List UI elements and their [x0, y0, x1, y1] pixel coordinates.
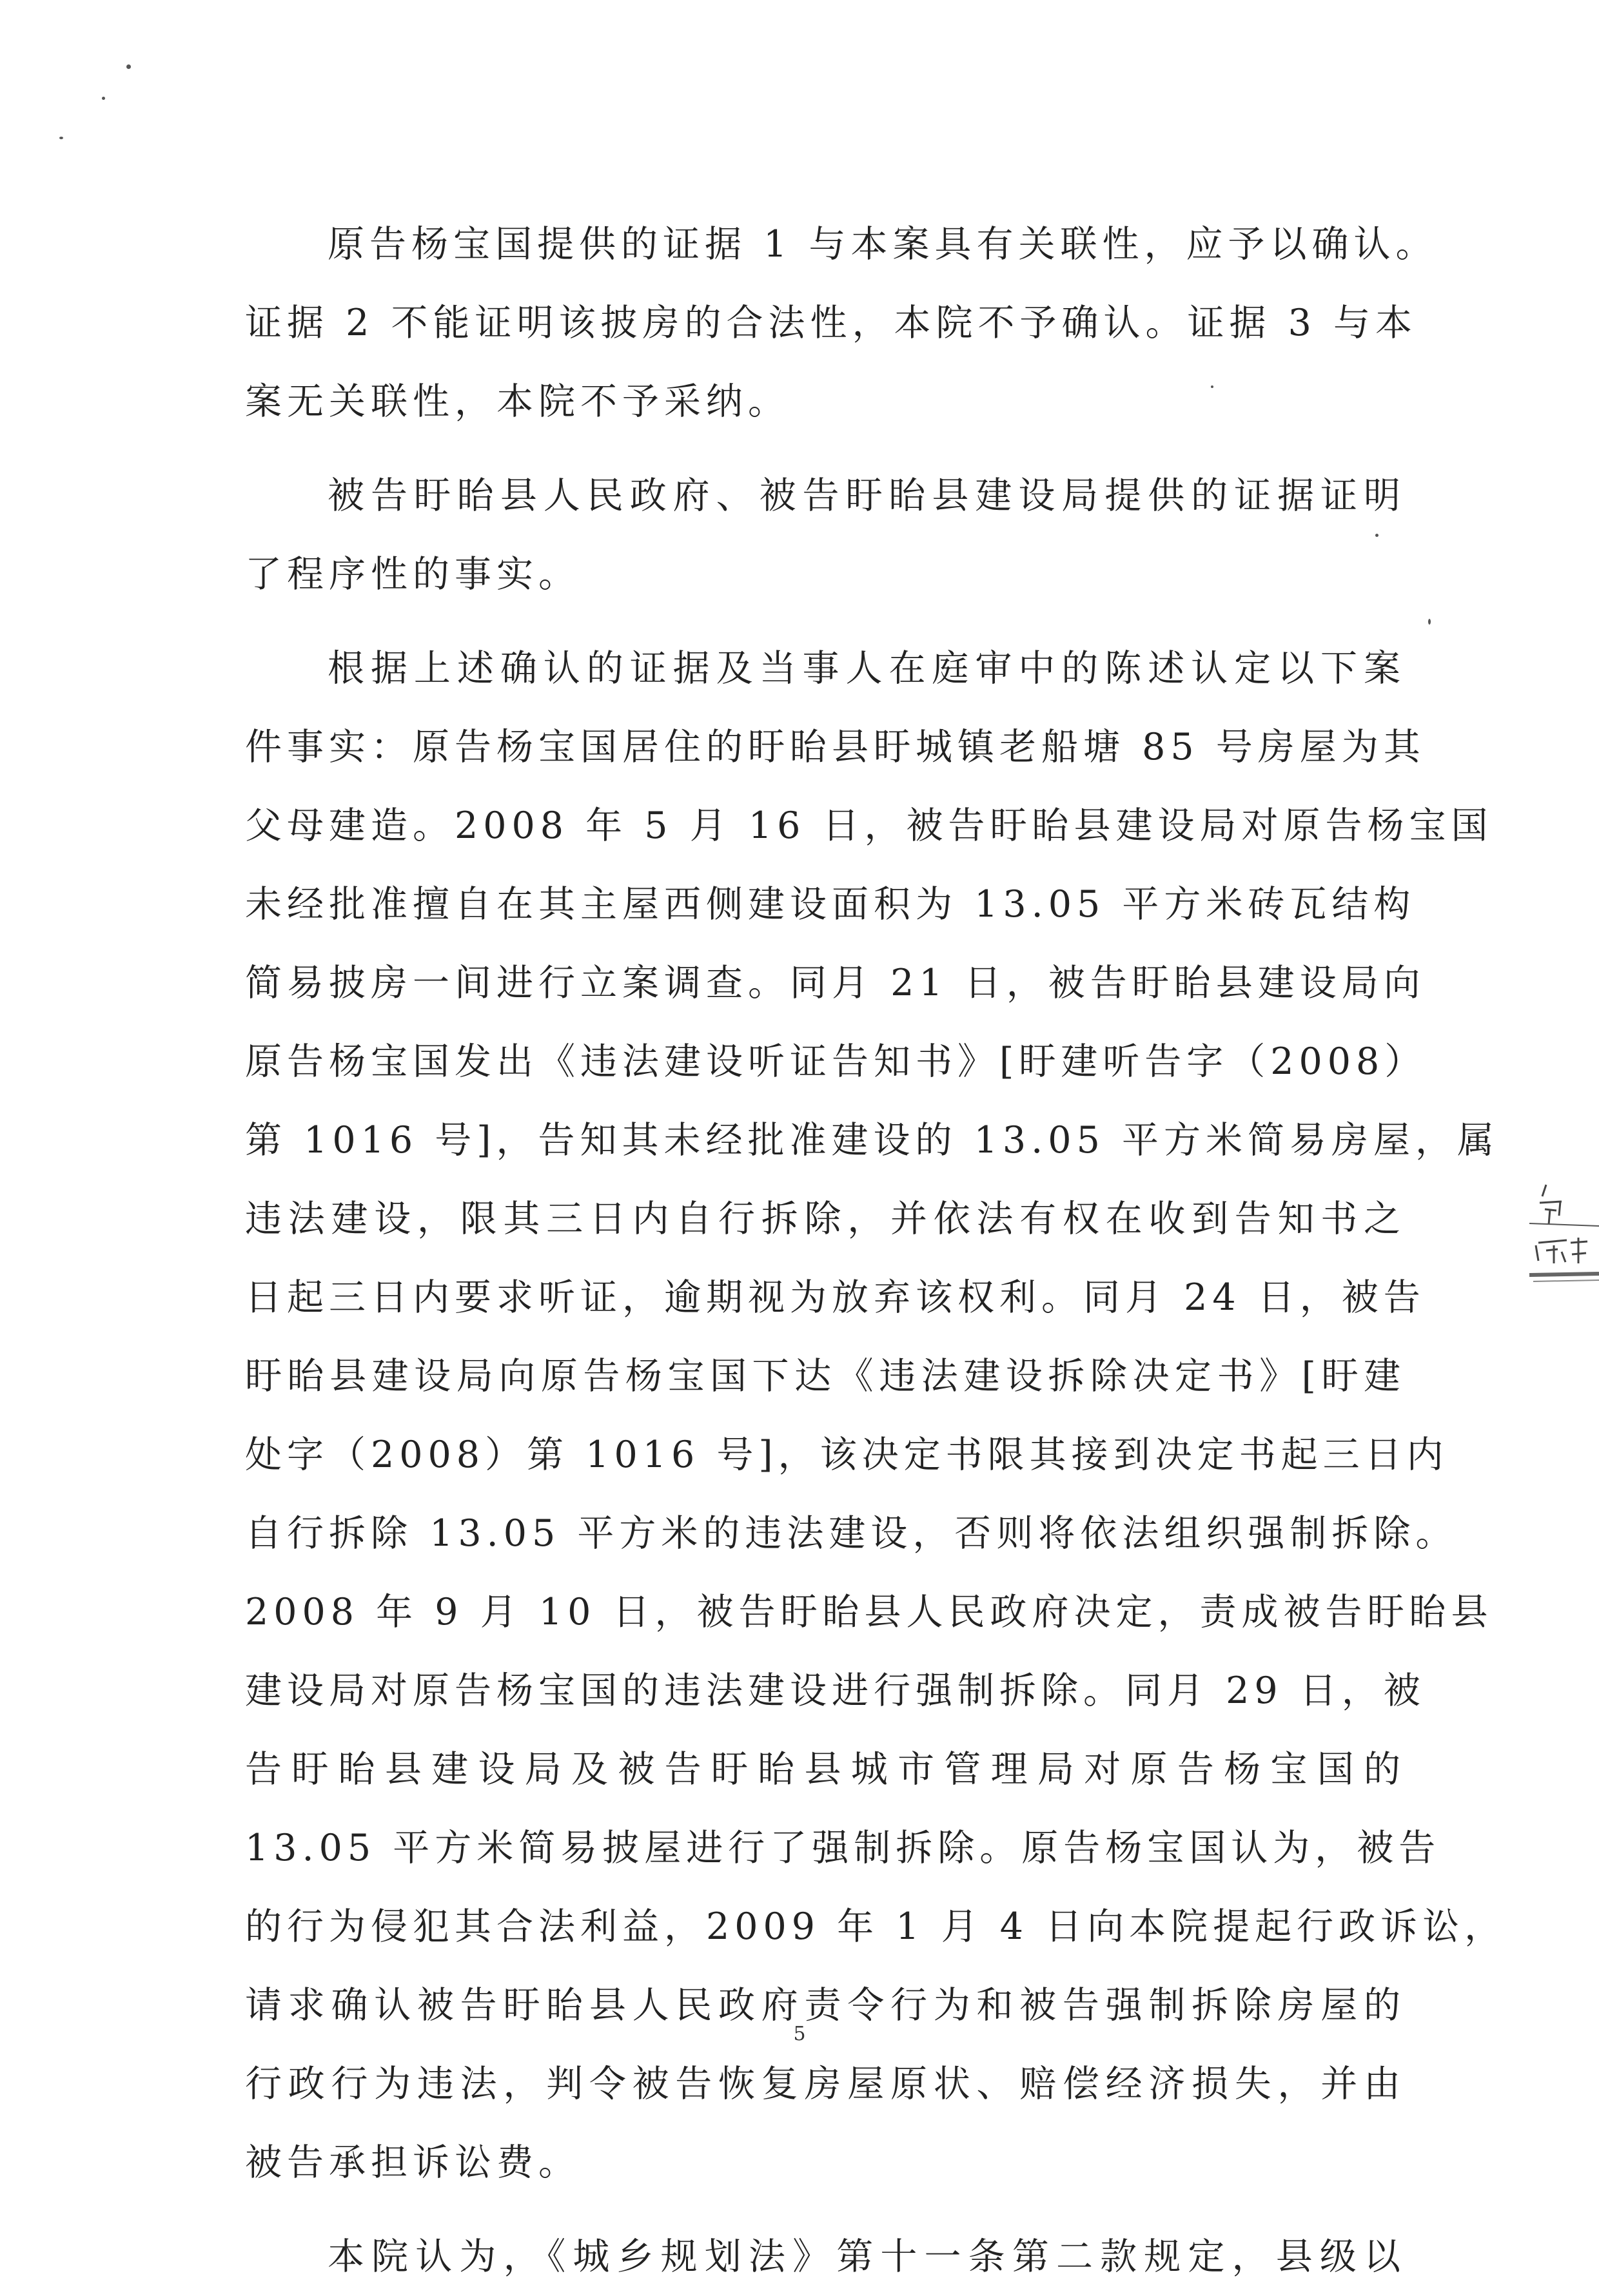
- scan-speck: [102, 97, 105, 100]
- paragraph-line: 本院认为，《城乡规划法》第十一条第二款规定，县级以: [328, 2235, 1406, 2278]
- paragraph-line: 请求确认被告盱眙县人民政府责令行为和被告强制拆除房屋的: [245, 1984, 1406, 2027]
- scan-speck: [59, 137, 63, 139]
- paragraph-line: 建设局对原告杨宝国的违法建设进行强制拆除。同月 29 日，被: [245, 1669, 1426, 1712]
- paragraph-line: 案无关联性，本院不予采纳。: [245, 380, 790, 423]
- paragraph-line: 告盱眙县建设局及被告盱眙县城市管理局对原告杨宝国的: [245, 1748, 1406, 1791]
- paragraph-line: 被告盱眙县人民政府、被告盱眙县建设局提供的证据证明: [328, 474, 1406, 517]
- body-text: [245, 205, 1507, 2296]
- paragraph-line: 的行为侵犯其合法利益，2009 年 1 月 4 日向本院提起行政诉讼，: [245, 1905, 1507, 1948]
- paragraph-line: 原告杨宝国发出《违法建设听证告知书》[盱建听告字（2008）: [245, 1040, 1427, 1083]
- paragraph-line: 第 1016 号]，告知其未经批准建设的 13.05 平方米简易房屋，属: [245, 1119, 1499, 1162]
- paragraph-line: 自行拆除 13.05 平方米的违法建设，否则将依法组织强制拆除。: [245, 1512, 1458, 1555]
- paragraph-line: 未经批准擅自在其主屋西侧建设面积为 13.05 平方米砖瓦结构: [245, 883, 1416, 926]
- scan-speck: [126, 64, 131, 69]
- paragraph-line: 违法建设，限其三日内自行拆除，并依法有权在收到告知书之: [245, 1198, 1406, 1240]
- paragraph-line: 处字（2008）第 1016 号]，该决定书限其接到决定书起三日内: [245, 1434, 1449, 1476]
- paragraph-line: 原告杨宝国提供的证据 1 与本案具有关联性，应予以确认。: [328, 223, 1438, 266]
- paragraph-line: 13.05 平方米简易披屋进行了强制拆除。原告杨宝国认为，被告: [245, 1827, 1441, 1869]
- paragraph-line: 被告承担诉讼费。: [245, 2141, 580, 2184]
- paragraph-line: 简易披房一间进行立案调查。同月 21 日，被告盱眙县建设局向: [245, 962, 1426, 1004]
- paragraph-line: 父母建造。2008 年 5 月 16 日，被告盱眙县建设局对原告杨宝国: [245, 804, 1493, 847]
- paragraph-line: 了程序性的事实。: [245, 553, 580, 596]
- paragraph-line: 根据上述确认的证据及当事人在庭审中的陈述认定以下案: [328, 647, 1406, 690]
- paragraph-line: 件事实：原告杨宝国居住的盱眙县盱城镇老船塘 85 号房屋为其: [245, 726, 1426, 768]
- paragraph-line: 证据 2 不能证明该披房的合法性，本院不予确认。证据 3 与本: [245, 302, 1418, 344]
- paragraph-line: 日起三日内要求听证，逾期视为放弃该权利。同月 24 日，被告: [245, 1276, 1426, 1319]
- paragraph-line: 盱眙县建设局向原告杨宝国下达《违法建设拆除决定书》[盱建: [245, 1355, 1406, 1397]
- paragraph-line: 2008 年 9 月 10 日，被告盱眙县人民政府决定，责成被告盱眙县: [245, 1591, 1493, 1633]
- paragraph-line: 行政行为违法，判令被告恢复房屋原状、赔偿经济损失，并由: [245, 2063, 1406, 2105]
- page-number: 5: [793, 2023, 806, 2045]
- seal-fragment: [1516, 1178, 1599, 1339]
- scan-speck: [1428, 619, 1431, 625]
